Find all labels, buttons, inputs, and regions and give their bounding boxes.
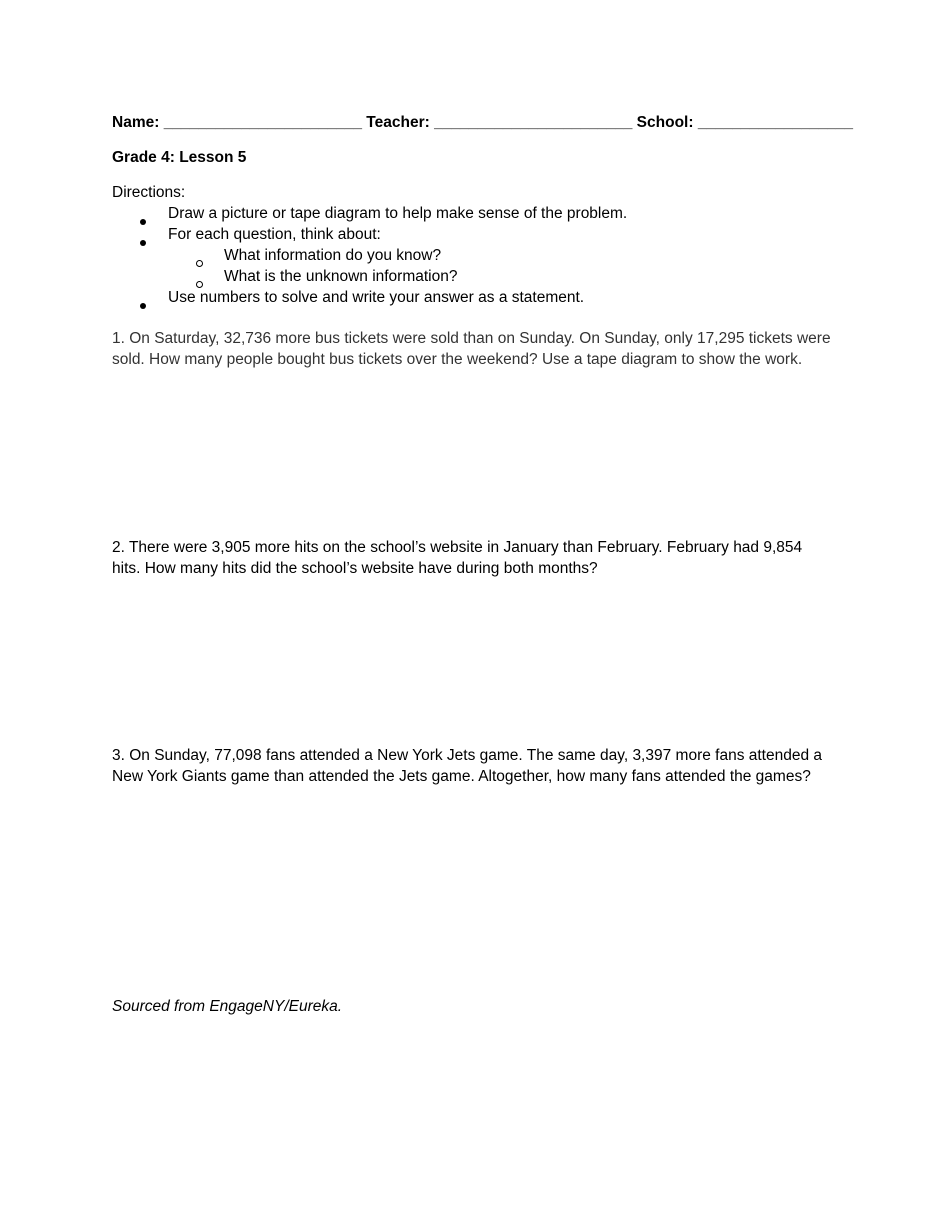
directions-item-text: For each question, think about: <box>168 226 381 243</box>
problem-2 <box>112 537 844 579</box>
directions-label: Directions: <box>112 184 186 201</box>
source-credit: Sourced from EngageNY/Eureka. <box>112 998 343 1015</box>
directions-item <box>112 224 842 245</box>
teacher-label: Teacher: <box>366 114 430 131</box>
problem-3-line-2: New York Giants game than attended the Jets game. Altogether, how many fans attended the games? <box>112 768 811 785</box>
problem-3-line-1: 3. On Sunday, 77,098 fans attended a New York Jets game. The same day, 3,397 more fans attended a <box>112 747 823 764</box>
problem-1-line-2: sold. How many people bought bus tickets over the weekend? Use a tape diagram to show the work. <box>112 351 803 368</box>
directions-item <box>112 203 842 224</box>
directions-item <box>112 287 842 308</box>
school-label: School: <box>636 114 694 131</box>
problem-2-line-1: 2. There were 3,905 more hits on the school’s website in January than February. February had 9,854 <box>112 539 803 556</box>
name-blank: _______________________ <box>163 114 362 131</box>
directions-sub-item-text: What information do you know? <box>224 247 442 264</box>
problem-3 <box>112 745 844 787</box>
lesson-title: Grade 4: Lesson 5 <box>112 149 247 166</box>
problem-1-line-1: 1. On Saturday, 32,736 more bus tickets were sold than on Sunday. On Sunday, only 17,295 tickets were <box>112 330 831 347</box>
bullet-circle-icon <box>196 266 208 287</box>
directions-item-text: Use numbers to solve and write your answer as a statement. <box>168 289 585 306</box>
bullet-circle-icon <box>196 245 208 266</box>
bullet-dot-icon <box>140 287 152 308</box>
problem-2-line-2: hits. How many hits did the school’s website have during both months? <box>112 560 598 577</box>
directions-sub-item-text: What is the unknown information? <box>224 268 458 285</box>
directions-sub-item <box>112 266 842 287</box>
problem-1 <box>112 328 844 370</box>
teacher-blank: _______________________ <box>434 114 633 131</box>
student-info-header <box>112 112 853 133</box>
bullet-dot-icon <box>140 203 152 224</box>
directions-item-text: Draw a picture or tape diagram to help make sense of the problem. <box>168 205 628 222</box>
bullet-dot-icon <box>140 224 152 245</box>
directions-list <box>112 203 842 308</box>
worksheet-page <box>112 0 853 1230</box>
directions-sub-item <box>112 245 842 266</box>
school-blank: __________________ <box>697 114 853 131</box>
name-label: Name: <box>112 114 160 131</box>
